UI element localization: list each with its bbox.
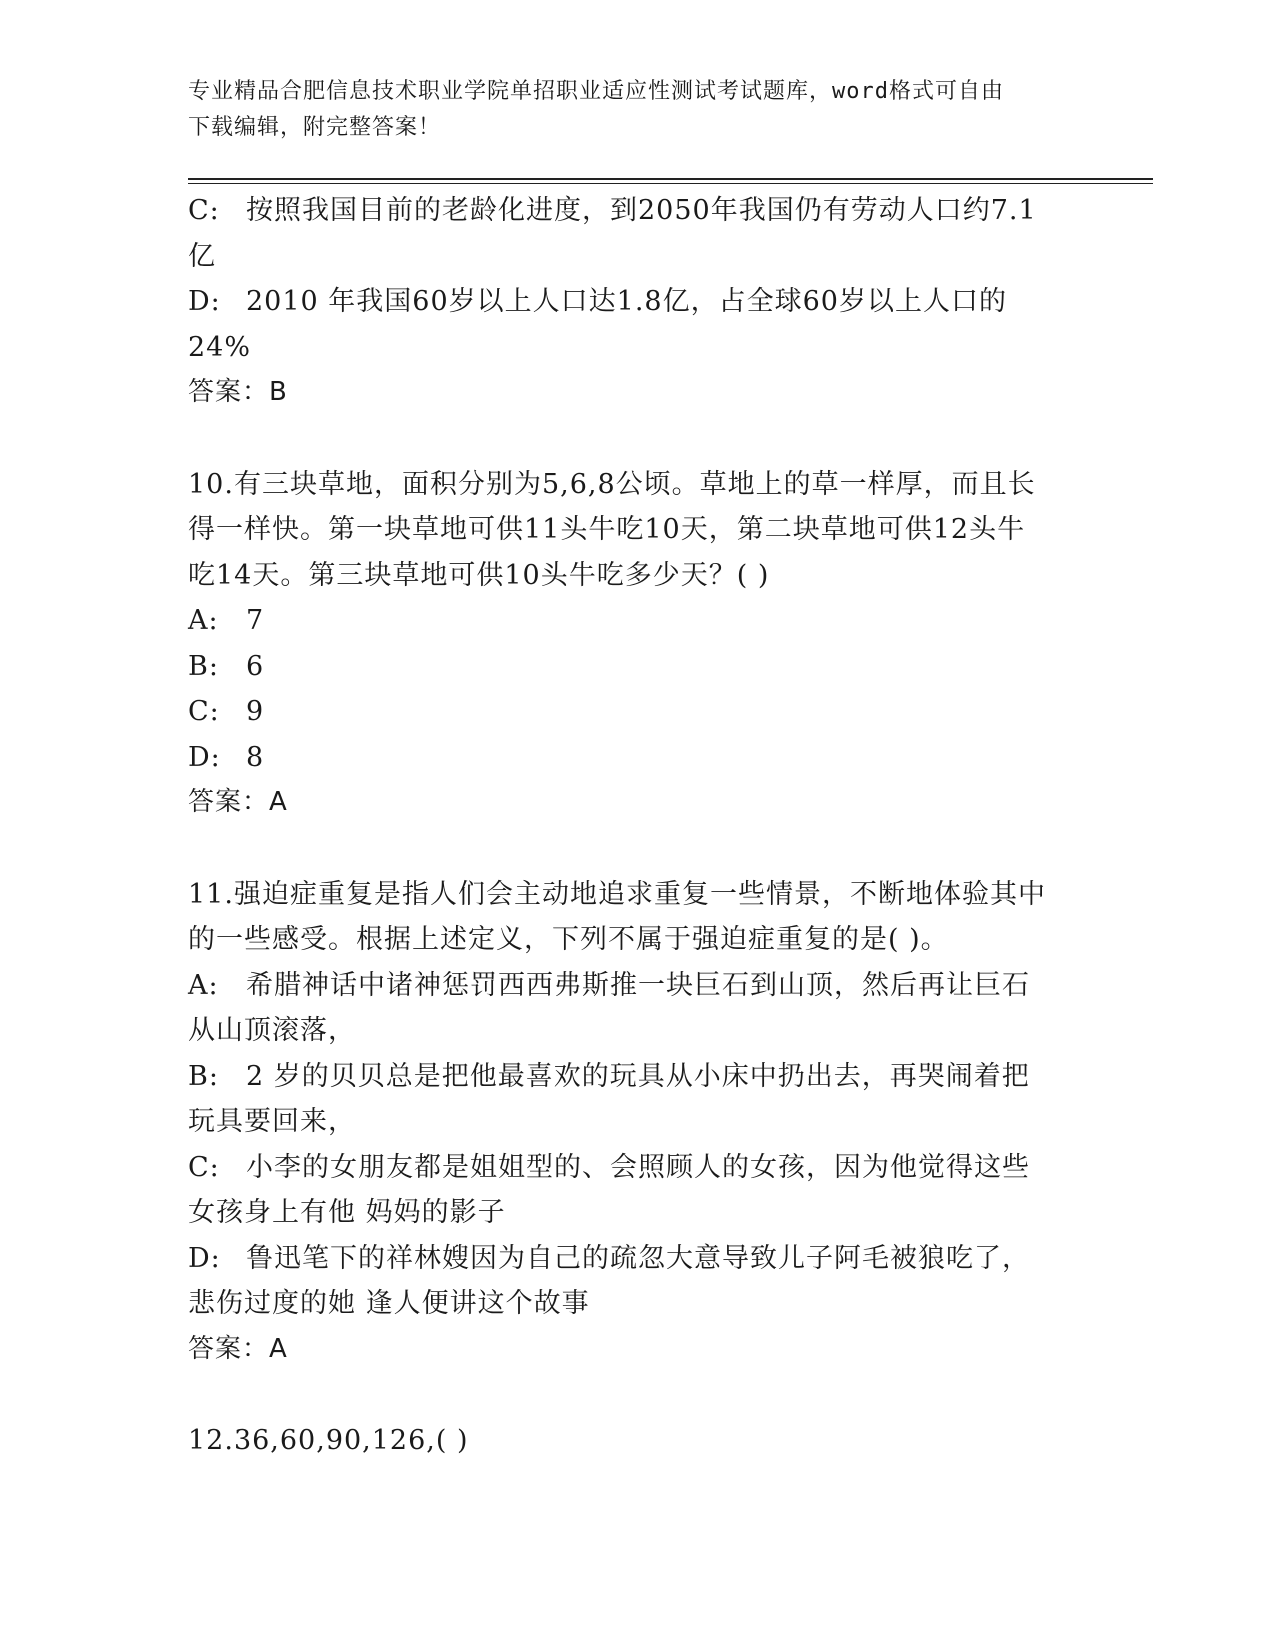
option-text: 鲁迅笔下的祥林嫂因为自己的疏忽大意导致儿子阿毛被狼吃了， <box>246 1242 1030 1274</box>
option-d <box>188 1236 1088 1282</box>
header-rule-thin <box>188 183 1153 184</box>
question-9 <box>188 188 1088 416</box>
question-stem-line: 的一些感受。根据上述定义，下列不属于强迫症重复的是( )。 <box>188 924 949 955</box>
header-rule-thick <box>188 178 1153 180</box>
option-letter: C: <box>188 696 220 727</box>
option-c <box>188 689 1088 735</box>
question-11 <box>188 872 1088 1373</box>
spacer <box>188 1372 1088 1418</box>
question-12 <box>188 1418 1088 1464</box>
question-stem-line: 吃14天。第三块草地可供10头牛吃多少天？( ) <box>188 559 770 591</box>
option-a <box>188 963 1088 1009</box>
header-line-2: 下载编辑，附完整答案！ <box>188 115 442 140</box>
option-a <box>188 598 1088 644</box>
option-letter: D: <box>188 1242 221 1274</box>
option-letter: C: <box>188 195 220 226</box>
option-letter: C: <box>188 1151 220 1183</box>
option-letter: D: <box>188 741 221 773</box>
option-text: 2010 年我国60岁以上人口达1.8亿，占全球60岁以上人口的 <box>246 286 1007 317</box>
option-text: 9 <box>246 696 265 727</box>
spacer <box>188 826 1088 872</box>
header-line-1: 专业精品合肥信息技术职业学院单招职业适应性测试考试题库，word格式可自由 <box>188 79 1004 104</box>
page-header <box>188 74 1088 146</box>
option-d <box>188 735 1088 781</box>
option-text: 希腊神话中诸神惩罚西西弗斯推一块巨石到山顶，然后再让巨石 <box>246 969 1030 1001</box>
question-stem-line: 12.36,60,90,126,( ) <box>188 1425 469 1456</box>
option-c <box>188 1145 1088 1191</box>
question-10 <box>188 462 1088 826</box>
answer-line: 答案：B <box>188 377 288 407</box>
answer-line: 答案：A <box>188 787 288 817</box>
question-stem-line: 10.有三块草地，面积分别为5,6,8公顷。草地上的草一样厚，而且长 <box>188 468 1036 500</box>
option-letter: D: <box>188 286 221 317</box>
answer-line: 答案：A <box>188 1333 288 1364</box>
option-d <box>188 279 1088 325</box>
option-b <box>188 644 1088 690</box>
option-text: 7 <box>246 605 265 636</box>
option-d-continued: 悲伤过度的她 逢人便讲这个故事 <box>188 1288 590 1319</box>
option-d-continued: 24% <box>188 331 252 363</box>
option-text: 按照我国目前的老龄化进度，到2050年我国仍有劳动人口约7.1 <box>246 195 1037 226</box>
spacer <box>188 416 1088 462</box>
option-text: 6 <box>246 650 265 682</box>
option-c-continued: 亿 <box>188 240 216 272</box>
option-c-continued: 女孩身上有他 妈妈的影子 <box>188 1197 506 1228</box>
option-letter: B: <box>188 1060 219 1092</box>
document-body <box>188 188 1088 1464</box>
question-stem-line: 得一样快。第一块草地可供11头牛吃10天，第二块草地可供12头牛 <box>188 514 1026 545</box>
option-letter: A: <box>188 605 219 636</box>
option-b-continued: 玩具要回来， <box>188 1106 356 1137</box>
option-text: 小李的女朋友都是姐姐型的、会照顾人的女孩，因为他觉得这些 <box>246 1151 1030 1183</box>
option-letter: B: <box>188 650 219 682</box>
option-letter: A: <box>188 969 219 1001</box>
option-c <box>188 188 1088 234</box>
option-text: 2 岁的贝贝总是把他最喜欢的玩具从小床中扔出去，再哭闹着把 <box>246 1060 1030 1092</box>
option-b <box>188 1054 1088 1100</box>
question-stem-line: 11.强迫症重复是指人们会主动地追求重复一些情景，不断地体验其中 <box>188 878 1046 910</box>
option-a-continued: 从山顶滚落， <box>188 1015 356 1046</box>
option-text: 8 <box>246 741 265 773</box>
